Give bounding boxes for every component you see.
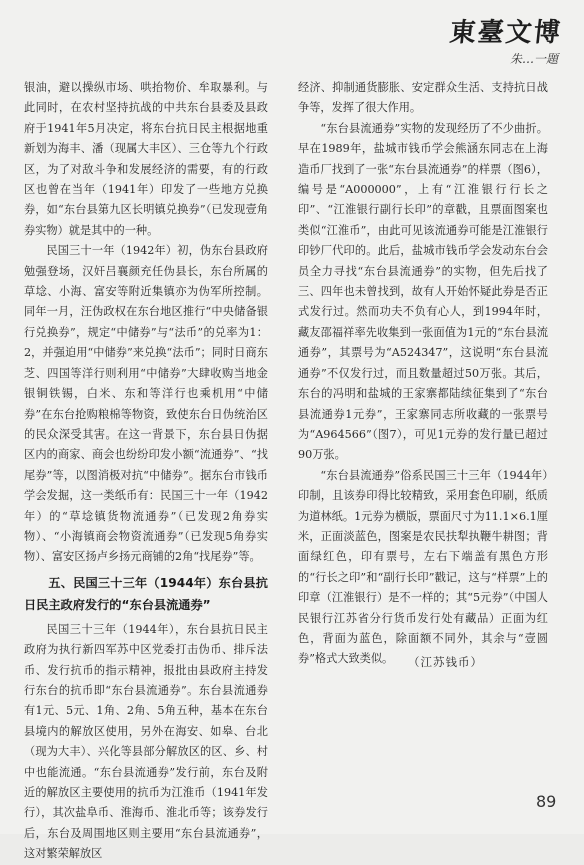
paragraph: “东台县流通券”俗系民国三十三年（1944年）印制，且该券印得比较精致，采用套色印刷，纸质为道林纸。1元券为横版，票面尺寸为11.1×6.1厘米，正面淡蓝色，图案是农民扶犁执鞭牛耕图；背面绿红色，印有票号，左右下端盖有黑色方形的“行长之印”和“副行长印”戳记，这与“样票”上的印章（江淮银行）是不一样的；其“5元券”（中国人民银行江苏省分行货币发行处有藏品）正面为红色，背面为蓝色，除面额不同外，其余与“壹圆券”格式大致类似。 (298, 468, 548, 666)
paragraph: “东台县流通券”实物的发现经历了不少曲折。早在1989年，盐城市钱币学会熊涵东同志在上海造币厂找到了一张“东台县流通券”的样票（图6），编号是“A000000”，上有“江淮银行行长之印”、“江淮银行副行长印”的章戳，且票面图案也类似“江淮币”，由此可见该流通券可能是江淮银行印钞厂代印的。此后，盐城市钱币学会发动东台会员全力寻找“东台县流通券”的实物，但先后找了三、四年也未曾找到，故有人开始怀疑此券是否正式发行过。然而功夫不负有心人，到1994年时，藏友邵福祥率先收集到一张面值为1元的“东台县流通券”，其票号为“A524347”，这说明“东台县流通券”不仅发行过，而且数量超过50万张。其后，东台的冯明和盐城的王家寨都陆续征集到了“东台县流通券1元券”，王家寨同志所收藏的一张票号为“A964566”（图7），可见1元券的发行量已超过90万张。 (298, 121, 548, 462)
page-header (412, 12, 562, 72)
calligraphy-signature: 朱…一題 (509, 52, 558, 66)
paragraph: 民国三十一年（1942年）初，伪东台县政府勉强登场，汉奸吕襄颜充任伪县长，东台所属的草埝、小海、富安等附近集镇亦为伪军所控制。同年一月，汪伪政权在东台地区推行“中央储备银行兑换券”，规定“中储券”与“法币”的兑率为1：2，并强迫用“中储券”来兑换“法币”；同时日商东芝、四国等洋行则利用“中储券”大肆收购当地金银铜铁锡，白米、东和等洋行也乘机用“中储券”在东台抢购粮棉等物资，致使东台日伪统治区的民众深受其害。在这一背景下，东台县日伪据区内的商家、商会也纷纷印发小额“流通券”、“找尾券”等，以图消极对抗“中储券”。据东台市钱币学会发掘，这一类纸币有：民国三十一年（1942年）的“草埝镇货物流通券”（已发现2角券实物）、“小海镇商会物资流通券”（已发现5角券实物）、富安区扬卢乡扬元商铺的2角“找尾券”等。 (24, 244, 268, 564)
left-column (24, 78, 268, 865)
publication-title: 東臺文博 (448, 18, 564, 48)
paragraph: 民国三十三年（1944年），东台县抗日民主政府为执行新四军苏中区党委打击伪币、排斥法币、发行抗币的指示精神，报批由县政府主持发行东台的抗币即“东台县流通券”。东台县流通券有1元、5元、1角、2角、5角五种，基本在东台县境内的解放区使用，另外在海安、如皋、台北（现为大丰）、兴化等县部分解放区的区、乡、村中也能流通。“东台县流通券”发行前，东台及附近的解放区主要使用的抗币为江淮币（1941年发行），其次盐阜币、淮海币、淮北币等；该券发行后，东台及周围地区则主要用“东台县流通券”，这对繁荣解放区 (24, 622, 268, 861)
paragraph: 经济、抑制通货膨胀、安定群众生活、支持抗日战争等，发挥了很大作用。 (298, 81, 548, 115)
page-number: 89 (536, 792, 557, 811)
right-column (298, 78, 548, 670)
source-caption: （江苏钱币） (408, 655, 483, 669)
section-heading: 五、民国三十三年（1944年）东台县抗日民主政府发行的“东台县流通券” (24, 575, 268, 612)
paragraph: 银油，避以操纵市场、哄抬物价、牟取暴利。与此同时，在农村坚持抗战的中共东台县委及县政府于1941年5月决定，将东台抗日民主根据地重新划为海丰、潘（现属大丰区）、三仓等九个行政区，为了对敌斗争和发展经济的需要，有的行政区也曾在当年（1941年）印发了一些地方兑换券，如“东台县第九区长明镇兑换券”（已发现壹角券实物）就是其中的一种。 (24, 81, 268, 237)
